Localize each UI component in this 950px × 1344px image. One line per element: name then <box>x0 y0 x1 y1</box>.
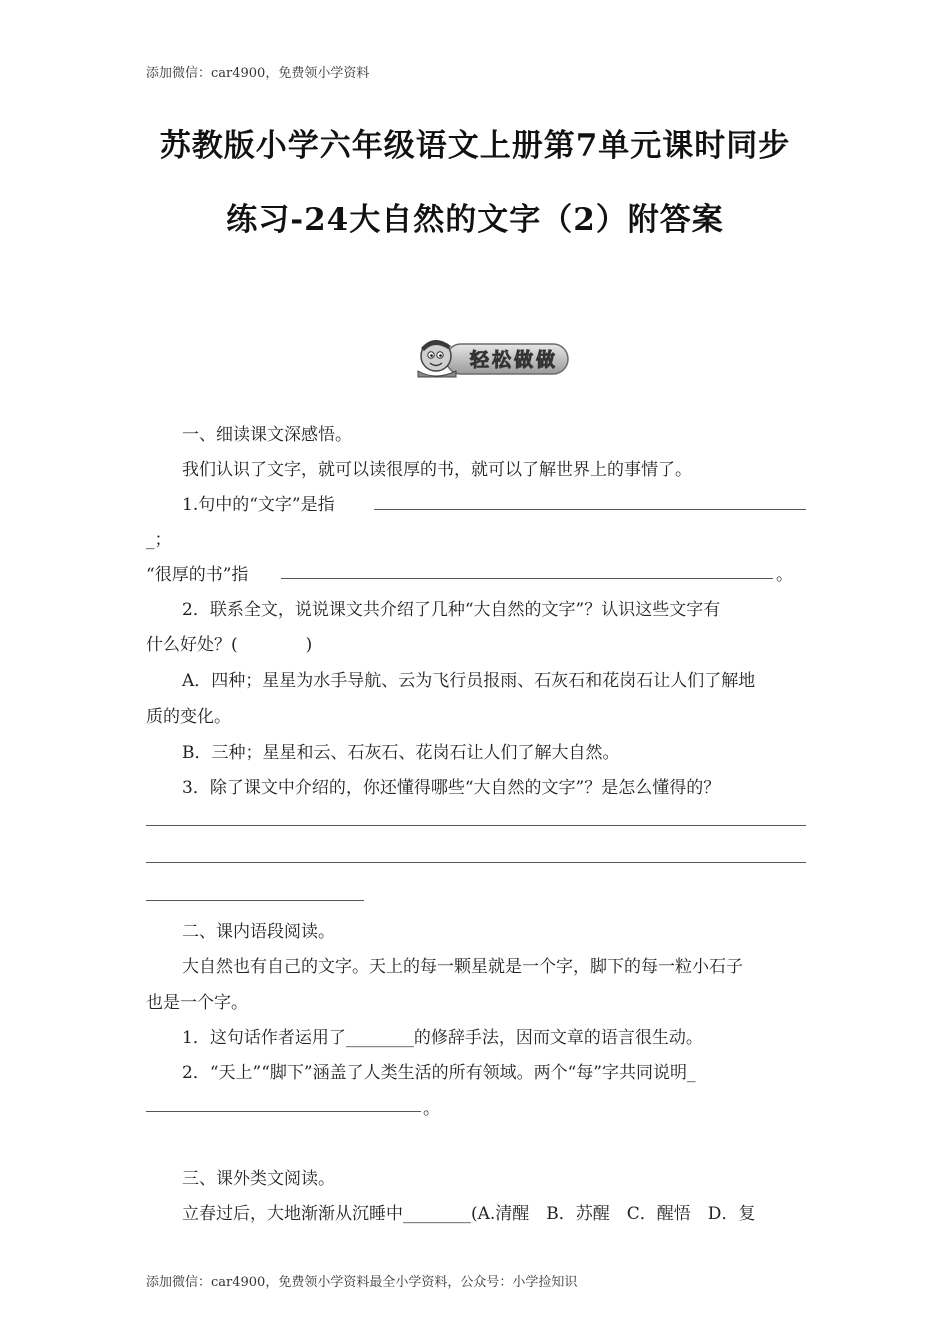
footer-note: 添加微信：car4900，免费领小学资料最全小学资料，公众号：小学捡知识 <box>146 1275 578 1290</box>
s1-q3-answer-line-2 <box>146 862 806 863</box>
s1-q2-line2: 什么好处？( ) <box>146 635 313 655</box>
s2-passage-line1: 大自然也有自己的文字。天上的每一颗星就是一个字，脚下的每一粒小石子 <box>182 957 743 977</box>
s1-q1-part2-answer-line <box>281 578 773 579</box>
page-title-line-2: 练习-24大自然的文字（2）附答案 <box>226 202 724 238</box>
easy-practice-badge-icon <box>412 331 572 379</box>
section-2-heading: 二、课内语段阅读。 <box>182 922 335 942</box>
s1-q3-answer-line-1 <box>146 825 806 826</box>
s2-q2-line1: 2．“天上”“脚下”涵盖了人类生活的所有领域。两个“每”字共同说明_ <box>182 1063 696 1083</box>
s3-passage-line1: 立春过后，大地渐渐从沉睡中________(A.清醒 B．苏醒 C．醒悟 D．复 <box>182 1204 756 1224</box>
s1-q2-line1: 2．联系全文，说说课文共介绍了几种“大自然的文字”？认识这些文字有 <box>182 600 721 620</box>
s1-q1-answer-line <box>374 509 806 510</box>
s1-q1-end: 。 <box>776 565 793 585</box>
s1-q3-answer-line-3 <box>146 900 364 901</box>
s1-option-a-line1: A．四种；星星为水手导航、云为飞行员报雨、石灰石和花岗石让人们了解地 <box>182 671 756 691</box>
s2-q1: 1．这句话作者运用了________的修辞手法，因而文章的语言很生动。 <box>182 1028 703 1048</box>
page-title-line-1: 苏教版小学六年级语文上册第7单元课时同步 <box>159 128 791 164</box>
s2-q2-end: 。 <box>423 1099 440 1119</box>
s2-q2-answer-line <box>146 1111 421 1112</box>
s1-q3: 3．除了课文中介绍的，你还懂得哪些“大自然的文字”？是怎么懂得的？ <box>182 778 721 798</box>
header-note: 添加微信：car4900，免费领小学资料 <box>146 66 370 81</box>
s1-q1-tail: _； <box>146 530 172 550</box>
s1-option-a-line2: 质的变化。 <box>146 707 231 727</box>
section-1-heading: 一、细读课文深感悟。 <box>182 425 352 445</box>
section-3-heading: 三、课外类文阅读。 <box>182 1169 335 1189</box>
s1-option-b: B．三种；星星和云、石灰石、花岗石让人们了解大自然。 <box>182 743 620 763</box>
section-1-passage: 我们认识了文字，就可以读很厚的书，就可以了解世界上的事情了。 <box>182 460 692 480</box>
s1-q1-part2: “很厚的书”指 <box>146 565 249 585</box>
s1-q1-prefix: 1.句中的“文字”是指 <box>182 495 335 515</box>
badge-label: 轻松做做 <box>469 349 559 371</box>
s2-passage-line2: 也是一个字。 <box>146 993 248 1013</box>
